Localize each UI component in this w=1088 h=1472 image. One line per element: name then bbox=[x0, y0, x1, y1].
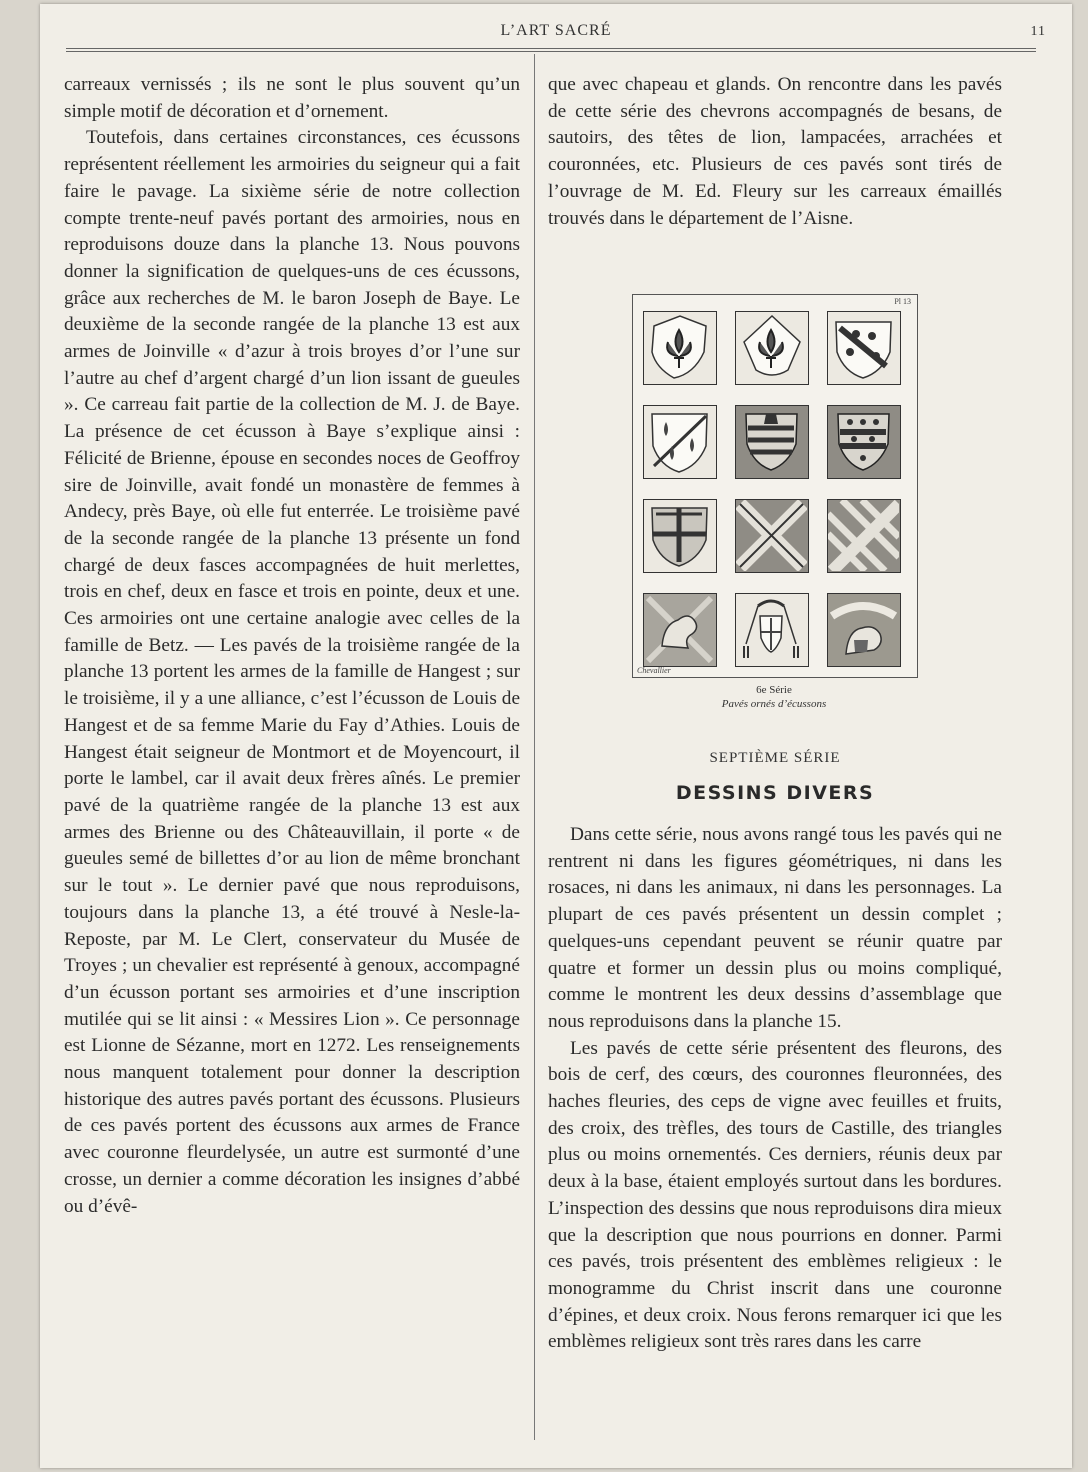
hangest-alliance-icon bbox=[827, 499, 901, 573]
plate-caption-title: Pavés ornés d’écussons bbox=[721, 698, 827, 710]
running-head bbox=[66, 20, 1046, 46]
section-title: DESSINS DIVERS bbox=[675, 782, 875, 804]
header-rule bbox=[66, 48, 1036, 49]
plate-caption-series: 6e Série bbox=[756, 684, 792, 696]
joinville-arms-icon bbox=[735, 405, 809, 479]
column-divider bbox=[534, 54, 535, 1440]
right-column-bottom bbox=[548, 822, 1002, 1356]
right-column-top bbox=[548, 72, 1002, 232]
left-column bbox=[64, 72, 520, 1220]
hangest-saltire-icon bbox=[735, 499, 809, 573]
paragraph: Toutefois, dans certaines circonstances, ces écussons représentent réellement les armoiries du seigneur qui a fait faire le pavage. La sixième série de notre collection compte trente-neuf pavés portant des armoiries, nous en reproduisons douze dans la planche 13. Nous pouvons donner la signification de quelques-uns de ces écussons, grâce aux recherches de M. le baron Joseph de Baye. Le deuxième de la seconde rangée de la planche 13 est aux armes de Joinville « d’azur à trois broyes d’or l’une sur l’autre au chef d’argent chargé d’un lion issant de gueules ». Ce carreau fait partie de la collection de M. J. de Baye. La présence de cet écusson à Baye s’explique ainsi : Félicité de Brienne, épouse en secondes noces de Geoffroy sire de Joinville, avait fondé un monastère de femmes à Andecy, près Baye, où elle fut enterrée. Le troisième pavé de la seconde rangée de la planche 13 présente un fond chargé de deux fasces accompagnées de huit merlettes, trois en chef, deux en fasce et trois en pointe, deux et une. Ces armoiries ont une certaine analogie avec celles de la famille de Betz. — Les pavés de la troisième rangée de la planche 13 portent les armes de la famille de Hangest ; sur le troisième, il y a une alliance, c’est l’écusson de Louis de Hangest et de sa femme Marie du Fay d’Athies. Louis de Hangest était seigneur de Montmort et de Moyencourt, il porte le lambel, car il avait deux frères aînés. Le premier pavé de la quatrième rangée de la planche 13 est aux armes des Brienne ou des Châteauvillain, il porte « de gueules semé de billettes d’or au lion de même bronchant sur le tout ». Le dernier pavé que nous reproduisons, toujours dans la planche 13, a été trouvé à Nesle-la-Reposte, par M. Le Clert, conservateur du Musée de Troyes ; un chevalier est représenté à genoux, accompagné d’un écusson portant ses armoiries et d’une inscription mutilée qui se lit ainsi : « Messires Lion ». Ce personnage est Lionne de Sézanne, mort en 1272. Les renseignements nous manquent totalement pour donner la description historique des autres pavés portant des écussons. Plusieurs de ces pavés portent des écussons aux armes de France avec couronne fleurdelysée, un autre est surmonté d’une crosse, un dernier a comme décoration les insignes d’abbé ou d’évê- bbox=[64, 127, 520, 1217]
plate-reference: Pl 13 bbox=[894, 297, 911, 306]
page-sheet bbox=[40, 4, 1072, 1468]
paragraph: carreaux vernissés ; ils ne sont le plus souvent qu’un simple motif de décoration et d’ornement. bbox=[64, 74, 520, 122]
journal-title: L’ART SACRÉ bbox=[500, 22, 612, 39]
knight-inscription-icon bbox=[827, 593, 901, 667]
crozier-shield-icon bbox=[735, 593, 809, 667]
paragraph: Les pavés de cette série présentent des fleurons, des bois de cerf, des cœurs, des couronnes fleuronnées, des haches fleuries, des ceps de vigne avec feuilles et fruits, des croix, des trèfles, des tours de Castille, des triangles plus ou moins ornementés. Ces derniers, réunis deux par deux à la base, étaient employés surtout dans les bordures. L’inspection des dessins que nous reproduisons dira mieux que la description que nous pourrions en donner. Parmi ces pavés, trois présentent des emblèmes religieux : le monogramme du Christ inscrit dans une couronne d’épines, et deux croix. Nous ferons remarquer ici que les emblèmes religieux sont très rares dans les carre bbox=[548, 1037, 1002, 1353]
hangest-arms-icon bbox=[643, 499, 717, 573]
fleur-de-lis-shield-icon bbox=[643, 405, 717, 479]
section-label: SEPTIÈME SÉRIE bbox=[709, 750, 841, 766]
betz-arms-icon bbox=[827, 405, 901, 479]
fleur-de-lis-shield-icon bbox=[735, 311, 809, 385]
plate-illustration bbox=[632, 294, 918, 678]
paragraph: Dans cette série, nous avons rangé tous les pavés qui ne rentrent ni dans les figures géométriques, ni dans les rosaces, ni dans les animaux, ni dans les personnages. La plupart de ces pavés présentent un dessin complet ; quelques-uns cependant peuvent se réunir quatre par quatre et former un dessin plus ou moins compliqué, comme le montrent les deux dessins d’assemblage que nous reproduisons dans la planche 15. bbox=[548, 824, 1002, 1032]
paragraph: que avec chapeau et glands. On rencontre dans les pavés de cette série des chevrons accompagnés de besans, de sautoirs, des têtes de lion, lampacées, arrachées et couronnées, etc. Plusieurs de ces pavés sont tirés de l’ouvrage de M. Ed. Fleury sur les carreaux émaillés trouvés dans le département de l’Aisne. bbox=[548, 74, 1002, 229]
fleur-de-lis-shield-icon bbox=[643, 311, 717, 385]
fleur-de-lis-bend-shield-icon bbox=[827, 311, 901, 385]
page-number: 11 bbox=[1030, 24, 1046, 39]
brienne-lion-icon bbox=[643, 593, 717, 667]
header-rule-double bbox=[66, 51, 1036, 52]
plate-signature: Chevallier bbox=[637, 666, 671, 675]
